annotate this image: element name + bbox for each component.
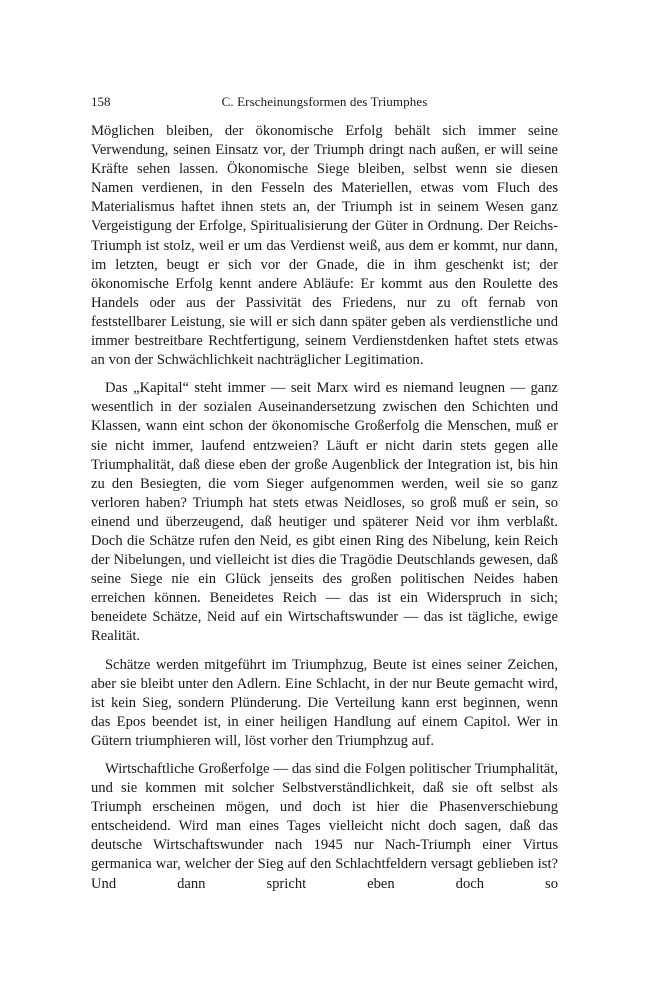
paragraph-schaetze: Schätze werden mitgeführt im Triumphzug, Beute ist eines seiner Zeichen, aber sie bleibt unter den Adlern. Eine Schlacht, in der nur Beute gemacht wird, ist kein Sieg, sondern Plünderung. Die Verteilung kann erst beginnen, wenn das Epos beendet ist, in einer heiligen Handlung auf einem Capitol. Wer in Gütern triumphieren will, löst vorher den Triumphzug auf. [91,656,558,749]
text-body [91,122,558,894]
chapter-title: C. Erscheinungsformen des Triumphes [221,94,428,109]
page-number: 158 [91,94,111,109]
paragraph-wirtschaftliche-grosserfolge: Wirtschaftliche Großerfolge — das sind die Folgen politischer Triumphalität, und sie kommen mit solcher Selbstverständlichkeit, daß sie oft selbst als Triumph erscheinen mögen, und doch ist hier die Phasenverschiebung entscheidend. Wird man eines Tages vielleicht nicht doch sagen, daß das deutsche Wirtschaftswunder nach 1945 nur Nach-Triumph einer Virtus germanica war, welcher der Sieg auf den Schlachtfeldern versagt geblieben ist? Und dann spricht eben doch so [91,761,558,892]
paragraph-kapital: Das „Kapital“ steht immer — seit Marx wird es niemand leugnen — ganz wesentlich in der sozialen Auseinandersetzung zwischen den Schichten und Klassen, wann eint schon der ökonomische Großerfolg die Menschen, muß er sie nicht immer, laufend entzweien? Läuft er nicht darin stets gegen alle Triumphalität, daß diese eben der große Augenblick der Integration ist, bis hin zu den Besiegten, die vom Sieger aufgenommen werden, weil sie so ganz verloren haben? Triumph hat stets etwas Neidloses, so groß muß er sein, so einend und überzeugend, daß heutiger und späterer Neid vor ihm verblaßt. Doch die Schätze rufen den Neid, es gibt einen Ring des Nibelung, kein Reich der Nibelungen, und vielleicht ist dies die Tragödie Deutschlands gewesen, daß seine Siege nie ein Glück jenseits des großen politischen Neides haben erreichen können. Beneidetes Reich — das ist ein Widerspruch in sich; beneidete Schätze, Neid auf ein Wirtschaftswunder — das ist tägliche, ewige Realität. [91,380,558,645]
book-page [91,94,558,894]
paragraph-continued: Möglichen bleiben, der ökonomische Erfolg behält sich immer seine Verwendung, seinen Einsatz vor, der Triumph dringt nach außen, er will seine Kräfte sehen lassen. Ökonomische Siege bleiben, selbst wenn sie diesen Namen verdienen, in den Fesseln des Materiellen, etwas vom Fluch des Materialismus haftet ihnen stets an, der Triumph ist in seinem Wesen ganz Vergeistigung der Erfolge, Spiritualisierung der Güter in Ordnung. Der Reichs-Triumph ist stolz, weil er um das Verdienst weiß, aus dem er kommt, nur dann, im letzten, beugt er sich vor der Gnade, die in ihm geschenkt ist; der ökonomische Erfolg kennt andere Abläufe: Er kommt aus den Roulette des Handels oder aus der Passivität des Friedens, nur zu oft fernab von feststellbarer Leistung, sie will er sich dann später geben als verdienstliche und immer bestreitbare Rechtfertigung, seinem Verdienstdenken haftet stets etwas an von der Schwächlichkeit nachträglicher Legitimation. [91,123,558,369]
running-head [91,94,558,116]
